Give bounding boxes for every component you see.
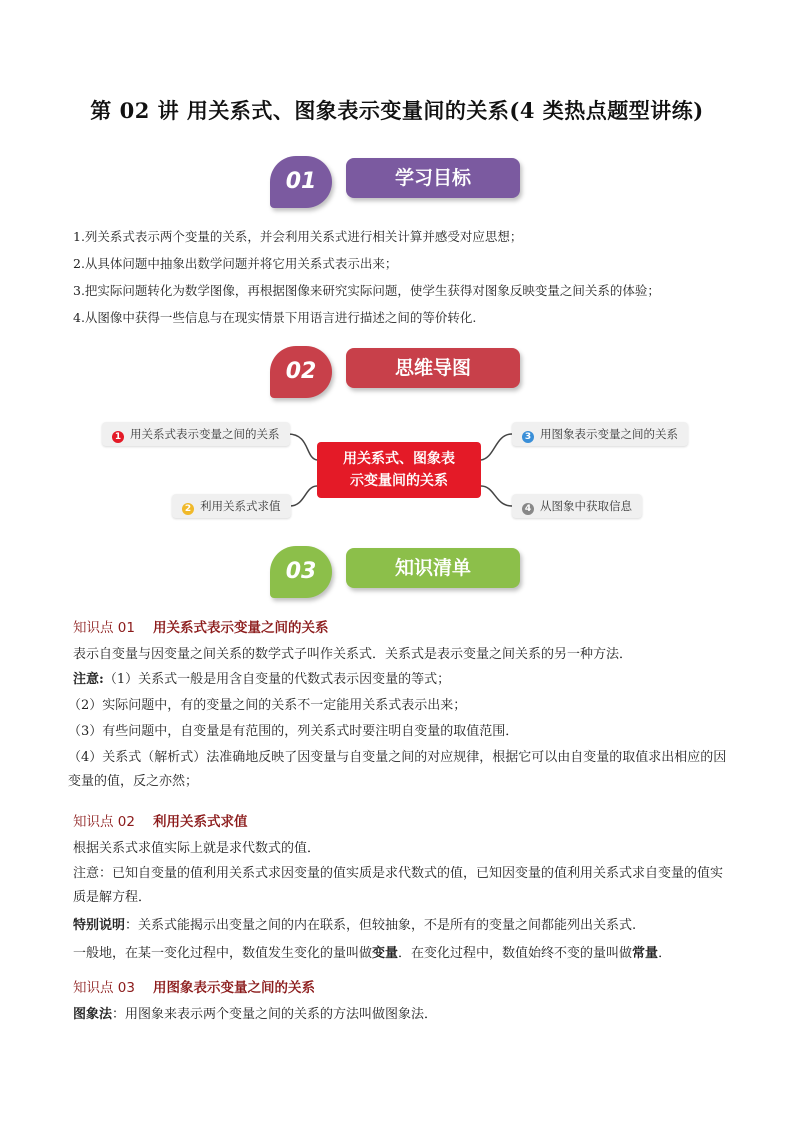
kp2-note: 注意：已知自变量的值利用关系式求因变量的值实质是求代数式的值，已知因变量的值利用关系式求自变量的值实质是解方程． bbox=[73, 866, 724, 905]
knowledge-point-3-heading bbox=[73, 976, 315, 996]
kp-title: 用关系式表示变量之间的关系 bbox=[152, 620, 329, 636]
goal-1: 1.列关系式表示两个变量的关系，并会利用关系式进行相关计算并感受对应思想； bbox=[73, 229, 523, 244]
node-label: 利用关系式求值 bbox=[200, 499, 281, 513]
goal-4: 4.从图像中获得一些信息与在现实情景下用语言进行描述之间的等价转化. bbox=[73, 310, 477, 325]
text-part: 一般地，在某一变化过程中，数值发生变化的量叫做 bbox=[73, 946, 373, 961]
mindmap-center-line1: 用关系式、图象表 bbox=[343, 451, 455, 467]
section-header-knowledge-list bbox=[270, 546, 530, 602]
mindmap-node-2 bbox=[172, 494, 291, 518]
knowledge-point-2-heading bbox=[73, 810, 247, 830]
connector-2 bbox=[290, 486, 317, 506]
mindmap-center-line2: 示变量间的关系 bbox=[350, 473, 448, 489]
mindmap-node-1 bbox=[102, 422, 290, 446]
special-text: ：关系式能揭示出变量之间的内在联系，但较抽象，不是所有的变量之间都能列出关系式. bbox=[125, 918, 637, 933]
kp1-definition: 表示自变量与因变量之间关系的数学式子叫作关系式．关系式是表示变量之间关系的另一种方法． bbox=[73, 647, 633, 662]
kp1-note-2: （2）实际问题中，有的变量之间的关系不一定能用关系式表示出来； bbox=[68, 698, 467, 713]
page-title: 第 02 讲 用关系式、图象表示变量间的关系(4 类热点题型讲练) bbox=[90, 98, 704, 123]
note-text: （1）关系式一般是用含自变量的代数式表示因变量的等式； bbox=[103, 672, 451, 687]
section-number: 01 bbox=[270, 156, 332, 208]
kp2-variable-definition bbox=[73, 942, 728, 966]
kp-title: 用图象表示变量之间的关系 bbox=[152, 980, 315, 996]
section-label: 思维导图 bbox=[346, 348, 520, 388]
special-label: 特别说明 bbox=[73, 918, 126, 933]
node-number-badge: 4 bbox=[522, 503, 534, 515]
kp-tag: 知识点 01 bbox=[73, 620, 135, 636]
term-constant: 常量 bbox=[632, 946, 659, 961]
connector-4 bbox=[481, 486, 512, 506]
text-part: ．在变化过程中，数值始终不变的量叫做 bbox=[398, 946, 633, 961]
note-label: 注意: bbox=[73, 672, 104, 687]
goal-2: 2.从具体问题中抽象出数学问题并将它用关系式表示出来； bbox=[73, 256, 398, 271]
section-label: 知识清单 bbox=[346, 548, 520, 588]
graph-method-text: ：用图象来表示两个变量之间的关系的方法叫做图象法． bbox=[112, 1007, 438, 1022]
mindmap-center bbox=[317, 442, 481, 498]
mindmap-node-3 bbox=[512, 422, 688, 446]
mindmap-node-4 bbox=[512, 494, 642, 518]
section-number: 02 bbox=[270, 346, 332, 398]
kp-title: 利用关系式求值 bbox=[152, 814, 248, 830]
node-number-badge: 1 bbox=[112, 431, 124, 443]
knowledge-point-1-heading bbox=[73, 616, 328, 636]
connector-3 bbox=[481, 434, 512, 460]
connector-1 bbox=[288, 434, 317, 460]
text-part: ． bbox=[658, 946, 672, 961]
kp1-note-4: （4）关系式（解析式）法准确地反映了因变量与自变量之间的对应规律，根据它可以由自变量的取值求出相应的因变量的值，反之亦然； bbox=[68, 750, 727, 789]
kp2-special-note bbox=[73, 914, 728, 938]
kp-tag: 知识点 02 bbox=[73, 814, 135, 830]
kp-tag: 知识点 03 bbox=[73, 980, 135, 996]
node-number-badge: 3 bbox=[522, 431, 534, 443]
section-label: 学习目标 bbox=[346, 158, 520, 198]
kp3-graph-method bbox=[73, 1003, 728, 1027]
node-label: 用图象表示变量之间的关系 bbox=[540, 427, 678, 441]
kp2-paragraph-1: 根据关系式求值实际上就是求代数式的值． bbox=[73, 841, 321, 856]
kp1-note-1 bbox=[73, 668, 728, 692]
section-header-learning-goals bbox=[270, 156, 530, 212]
node-number-badge: 2 bbox=[182, 503, 194, 515]
term-variable: 变量 bbox=[372, 946, 399, 961]
section-number: 03 bbox=[270, 546, 332, 598]
node-label: 用关系式表示变量之间的关系 bbox=[130, 427, 280, 441]
kp1-note-3: （3）有些问题中，自变量是有范围的，列关系式时要注明自变量的取值范围． bbox=[68, 724, 519, 739]
section-header-mind-map bbox=[270, 346, 530, 402]
goal-3: 3.把实际问题转化为数学图像，再根据图像来研究实际问题，使学生获得对图象反映变量之间关系的体验； bbox=[73, 283, 660, 298]
graph-method-label: 图象法 bbox=[73, 1007, 113, 1022]
node-label: 从图象中获取信息 bbox=[540, 499, 632, 513]
